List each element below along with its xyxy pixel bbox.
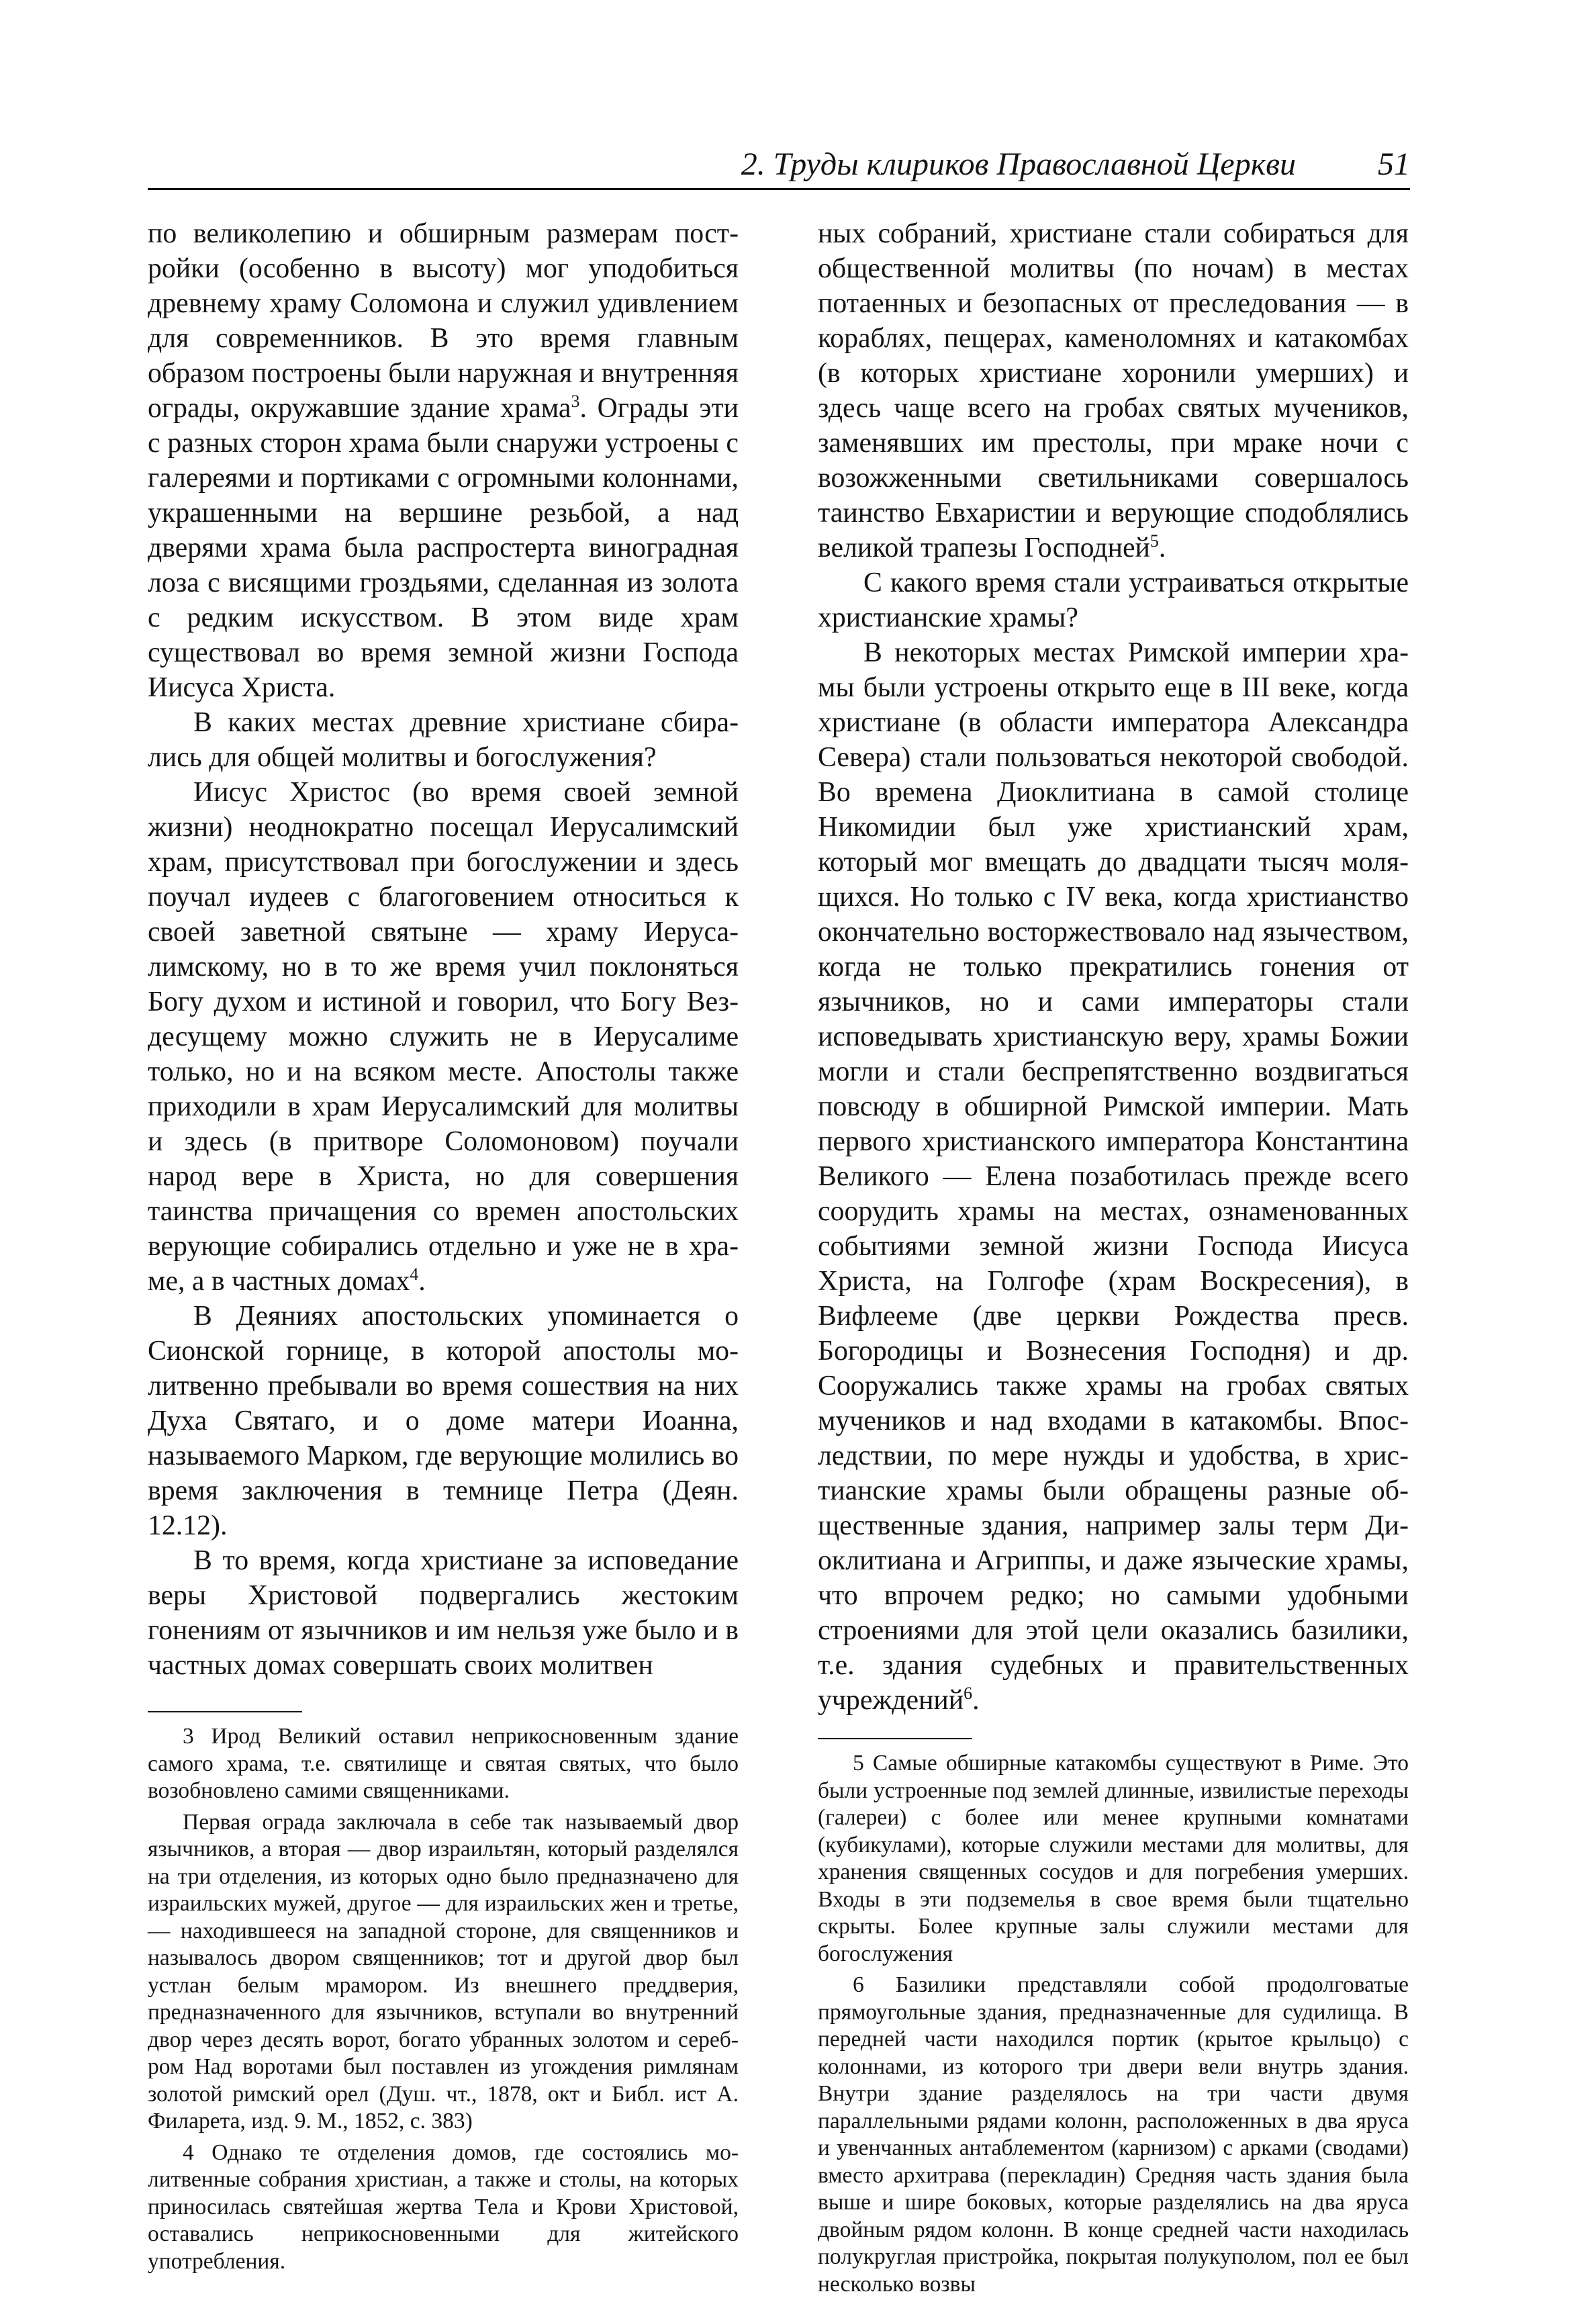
paragraph: по великолепию и обширным размерам постройки (особенно в высоту) мог уподобиться древнему храму Соломона и служил удивлением для современников. В это время главным образом построены были наружная и внутренняя ограды, окружавшие здание храма$^3$. Ограды эти с разных сторон храма были снаружи устроены с галереями и портиками с огромными колоннами, украшенными на вершине резьбой, а над дверями храма была распростерта виноградная лоза с висящими гроздьями, сделанная из золота с редким искусством. В этом виде храм существовал во время земной жизни Господа Иисуса Христа. <box>148 218 739 703</box>
running-header <box>148 141 1410 190</box>
right-footnotes <box>818 1750 1409 2298</box>
page-number: 51 <box>1378 146 1410 182</box>
footnote-ref: 4 <box>410 1265 419 1285</box>
footnote: 6 Базилики представляли собой продолговатые прямоугольные здания, предназначенные для судилища. В передней части находился портик (крытое крыльцо) с колоннами, из которого три двери вели внутрь здания. Внутри здание разделялось на три части двумя параллельными рядами колонн, расположенных в два яруса и увенчанных антаблементом (карнизом) с арками (сводами) вместо архитрава (перекладин) Средняя часть здания была выше и шире боковых, которые разделялись на два яруса двойным рядом колонн. В конце средней части находилась полукруглая пристройка, покрытая полукуполом, пол ее был несколько возвы <box>818 1972 1409 2297</box>
running-title: 2. Труды клириков Православной Церкви <box>741 146 1296 182</box>
footnote: Первая ограда заключала в себе так называемый двор язычников, а вторая — двор израильтян, который разделялся на три отделения, из которых одно было предназначено для израильских мужей, другое — для израильских жен и третье, — находившееся на западной стороне, для священников и называлось двором священников; тот и другой двор был устлан белым мрамором. Из внешнего преддверия, предназначенного для язычников, вступали во внутренний двор через десять ворот, богато убранных золотом и серебром Над воротами был поставлен из угождения римлянам золотой римский орел (Душ. чт., 1878, окт и Библ. ист А. Филарета, изд. 9. М., 1852, с. 383) <box>148 1809 739 2133</box>
left-footnotes <box>148 1723 739 2275</box>
paragraph: В некоторых местах Римской империи храмы были устроены открыто еще в III веке, когда христиане (в области императора Александра Севера) стали пользоваться некоторой свободой. Во времена Диоклитиана в самой столице Никомидии был уже христианский храм, который мог вмещать до двадцати тысяч молящихся. Но только с IV века, когда христианство окончательно восторжествовало над язычеством, когда не только прекратились гонения от язычников, но и сами императоры стали исповедывать христианскую веру, храмы Божии могли и стали беспрепятственно воздвигаться повсюду в обширной Римской империи. Мать первого христианского императора Константина Великого — Елена позаботилась прежде всего соорудить храмы на местах, ознаменованных событиями земной жизни Господа Иисуса Христа, на Голгофе (храм Воскресения), в Вифлееме (две церкви Рождества пресв. Богородицы и Вознесения Господня) и др. Сооружались также храмы на гробах святых мучеников и над входами в катакомбы. Впоследствии, по мере нужды и удобства, в христианские храмы были обращены разные общественные здания, например залы терм Диоклитиана и Агриппы, и даже языческие храмы, что впрочем редко; но самыми удобными строениями для этой цели оказались базилики, т.е. здания судебных и правительственных учреждений$^6$. <box>818 637 1409 1716</box>
footnote: 3 Ирод Великий оставил неприкосновенным здание самого храма, т.е. святилище и святая святых, что было возобновлено самими священниками. <box>148 1724 739 1803</box>
footnote-divider <box>818 1738 972 1739</box>
footnote-ref: 6 <box>964 1684 973 1704</box>
left-column <box>148 216 739 2275</box>
paragraph: Иисус Христос (во время своей земной жизни) неоднократно посещал Иерусалимский храм, присутствовал при богослужении и здесь поучал иудеев с благоговением относиться к своей заветной святыне — храму Иерусалимскому, но в то же время учил поклоняться Богу духом и истиной и говорил, что Богу Вездесущему можно служить не в Иерусалиме только, но и на всяком месте. Апостолы также приходили в храм Иерусалимский для молитвы и здесь (в притворе Соломоновом) поучали народ вере в Христа, но для совершения таинства причащения со времен апостольских верующие собирались отдельно и уже не в храме, а в частных домах$^4$. <box>148 777 739 1297</box>
footnote-ref: 5 <box>1149 531 1159 551</box>
right-column <box>818 216 1409 2298</box>
paragraph-question: В каких местах древние христиане сбирались для общей молитвы и богослужения? <box>148 707 739 773</box>
left-main-text <box>148 216 739 1683</box>
footnote: 5 Самые обширные катакомбы существуют в Риме. Это были устроенные под землей длинные, извилистые переходы (галереи) с более или менее крупными комнатами (кубикулами), которые служили местами для молитвы, для хранения священных сосудов и для погребения умерших. Входы в эти подземелья в свое время были тщательно скрыты. Более крупные залы служили местами для богослужения <box>818 1751 1409 1966</box>
footnote: 4 Однако те отделения домов, где состоялись молитвенные собрания христиан, а также и столы, на которых приносилась святейшая жертва Тела и Крови Христовой, оставались неприкосновенными для житейского употребления. <box>148 2140 739 2274</box>
paragraph-question: С какого время стали устраиваться открытые христианские храмы? <box>818 567 1409 633</box>
paragraph: В то время, когда христиане за исповедание веры Христовой подвергались жестоким гонениям от язычников и им нельзя уже было и в частных домах совершать своих молитвен <box>148 1545 739 1681</box>
right-main-text <box>818 216 1409 1718</box>
footnote-divider <box>148 1711 302 1712</box>
footnote-ref: 3 <box>571 392 580 412</box>
paragraph: ных собраний, христиане стали собираться для общественной молитвы (по ночам) в местах потаенных и безопасных от преследования — в кораблях, пещерах, каменоломнях и катакомбах (в которых христиане хоронили умерших) и здесь чаще всего на гробах святых мучеников, заменявших им престолы, при мраке ночи с возожженными светильниками совершалось таинство Евхаристии и верующие сподоблялись великой трапезы Господней$^5$. <box>818 218 1409 563</box>
paragraph: В Деяниях апостольских упоминается о Сионской горнице, в которой апостолы молитвенно пребывали во время сошествия на них Духа Святаго, и о доме матери Иоанна, называемого Марком, где верующие молились во время заключения в темнице Петра (Деян. 12.12). <box>148 1301 739 1541</box>
